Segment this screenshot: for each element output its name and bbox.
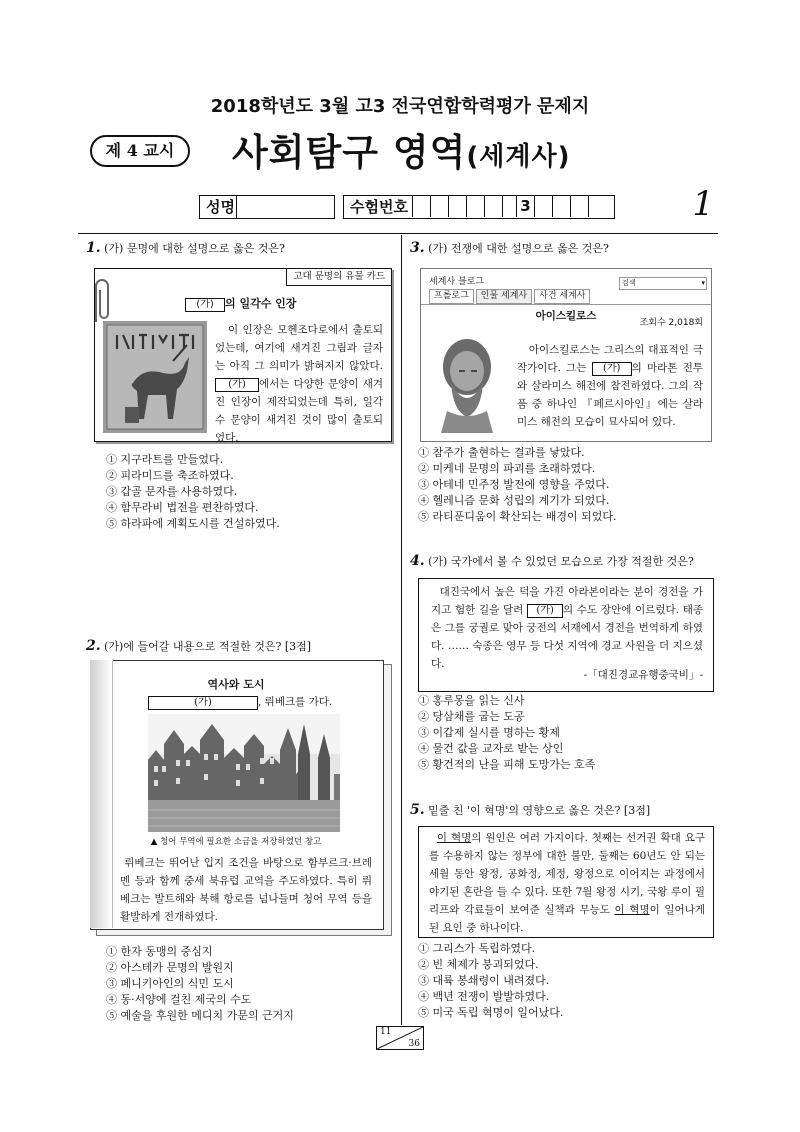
exam-number-cell[interactable] [430,195,448,217]
q2-blank: (가) [148,696,258,710]
q5-option-4[interactable]: ④ 백년 전쟁이 발발하였다. [418,990,550,1003]
q3-text-blank: (가) [592,362,632,376]
q4-options [418,693,595,773]
q2-number: 2. [86,638,101,654]
q3-text-a: 아이스킬로스는 그리스의 대표적인 극작가이다. 그는 [517,344,703,374]
exam-number-cell[interactable] [570,195,588,217]
name-label: 성명 [206,198,235,216]
q4-text-blank: (가) [527,604,563,618]
q2-text: (가)에 들어갈 내용으로 적절한 것은? [3점] [104,640,312,653]
salt-warehouse-photo [148,714,340,832]
q5-options [418,941,563,1021]
exam-number-cell[interactable] [552,195,570,217]
q5-option-2[interactable]: ② 빈 체제가 붕괴되었다. [418,958,539,971]
q2-caption: ▲ 청어 무역에 필요한 소금을 저장하였던 창고 [150,837,322,847]
q3-blog-text [517,341,703,431]
exam-number-cell: 3 [516,195,534,217]
page-total: 36 [408,1039,420,1049]
q1-title-blank: (가) [185,298,225,312]
q2-option-3[interactable]: ③ 페니키아인의 식민 도시 [106,977,234,990]
q1-card-title [185,295,296,312]
page-number: 1 [692,184,714,224]
q5-option-1[interactable]: ① 그리스가 독립하였다. [418,942,536,955]
q1-option-2[interactable]: ② 피라미드를 축조하였다. [106,469,234,482]
q1-text-b: 에서는 다양한 문양이 새겨진 인장이 제작되었는데 특히, 일각수 문양이 새겨진 것이 많이 출토되었다. [215,378,383,444]
q1-option-3[interactable]: ③ 갑골 문자를 사용하였다. [106,485,238,498]
q1-text-a: 이 인장은 모헨조다로에서 출토되었는데, 여기에 새겨진 그림과 글자는 아직 그 의미가 밝혀지지 않았다. [215,324,383,372]
aeschylus-bust-image [427,331,507,433]
subject-title [232,122,570,176]
exam-number-cell[interactable] [484,195,502,217]
exam-number-cell[interactable] [588,195,606,217]
q4-option-3[interactable]: ③ 이갑제 실시를 명하는 황제 [418,726,560,739]
q2-blank-rest: , 뤼베크를 가다. [258,696,333,708]
q2-options [106,944,294,1024]
q1-text: (가) 문명에 대한 설명으로 옳은 것은? [104,242,285,255]
q5-text: 밑줄 친 '이 혁명'의 영향으로 옳은 것은? [3점] [428,804,651,817]
blog-search-input[interactable] [619,277,707,290]
q3-prompt [410,240,720,257]
q1-options [106,452,280,532]
q1-prompt [86,240,396,257]
q1-card-tab: 고대 문명의 유물 카드 [286,269,391,286]
q5-text-b: 이 일어나게 된 요인 중 하나이다. [429,904,705,934]
q1-option-4[interactable]: ④ 함무라비 법전을 편찬하였다. [106,501,259,514]
q3-options [418,445,617,525]
q4-option-1[interactable]: ① 홍루몽을 읽는 신사 [418,694,525,707]
q4-option-5[interactable]: ⑤ 황건적의 난을 피해 도망가는 호족 [418,758,596,771]
q3-number: 3. [410,240,425,256]
page-indicator [376,1026,424,1050]
name-box [199,195,335,219]
q4-text: (가) 국가에서 볼 수 있었던 모습으로 가장 적절한 것은? [428,555,694,568]
q1-option-1[interactable]: ① 지구라트를 만들었다. [106,453,224,466]
q2-option-4[interactable]: ④ 동·서양에 걸친 제국의 수도 [106,993,252,1006]
q3-option-4[interactable]: ④ 헬레니즘 문화 성립의 계기가 되었다. [418,494,610,507]
q3-option-1[interactable]: ① 참주가 출현하는 결과를 낳았다. [418,446,585,459]
exam-number-cell[interactable] [534,195,552,217]
q1-title-rest: 의 일각수 인장 [225,297,297,310]
name-field[interactable] [236,196,237,218]
blog-tabs [429,289,590,304]
search-label: 검색 [622,279,636,287]
q1-option-5[interactable]: ⑤ 하라파에 계획도시를 건설하였다. [106,517,280,530]
q5-text-a: 의 원인은 여러 가지이다. 첫째는 선거권 확대 요구를 수용하지 않는 정부에 대한 불만, 둘째는 60년도 안 되는 세월 동안 왕정, 공화정, 제정, 왕정으로 이어지는 과정에서 야기된 혼란을 들 수 있다. 또한 7월 왕정 시기, 국왕 루이 필리프와 각료들이 보여준 실책과 무능도 [429,832,705,916]
q1-text-blank: (가) [215,378,259,392]
q5-source-text [429,829,705,937]
post-title: 아이스킬로스 [535,310,597,322]
q2-text-body: 뤼베크는 뛰어난 입지 조건을 바탕으로 함부르크·브레멘 등과 함께 중세 북유럽 교역을 주도하였다. 특히 뤼베크는 발트해와 북해 항로를 넘나들며 청어 무역 등을 활발하게 전개하였다. [120,857,373,923]
q1-card-text [215,321,383,447]
q3-text-b: 의 마라톤 전투와 살라미스 해전에 참전하였다. 그의 작품 중 하나인 『페르시아인』에는 살라미스 해전의 모습이 묘사되어 있다. [517,362,703,428]
q5-term-2: 이 혁명 [614,904,650,916]
column-divider [401,235,402,1025]
q2-option-2[interactable]: ② 아스테카 문명의 발원지 [106,961,234,974]
q4-number: 4. [410,553,425,569]
exam-number-label: 수험번호 [350,198,408,216]
q1-number: 1. [86,240,101,256]
q4-source-text [431,583,703,673]
chevron-down-icon[interactable]: ▾ [701,279,705,287]
q4-text-b: 의 수도 장안에 이르렀다. 태종은 그를 궁궐로 맞아 궁전의 서재에서 경전을 번역하게 하였다. …… 숙종은 영무 등 다섯 지역에 경교 사원을 더 지으셨다. [431,604,703,670]
q3-option-5[interactable]: ⑤ 라티푼디움이 확산되는 배경이 되었다. [418,510,617,523]
q4-source-box [418,578,714,692]
q2-book [90,660,390,936]
tab-people[interactable]: 인물 세계사 [476,289,532,304]
q3-option-3[interactable]: ③ 아테네 민주정 발전에 영향을 주었다. [418,478,610,491]
q4-option-2[interactable]: ② 당삼채를 굽는 도공 [418,710,525,723]
q2-book-text [120,854,372,926]
q3-option-2[interactable]: ② 미케네 문명의 파괴를 초래하였다. [418,462,596,475]
paperclip-icon [88,278,112,330]
q5-prompt [410,802,720,819]
header-rule [78,233,718,234]
exam-number-cell[interactable] [412,195,430,217]
exam-title: 2018학년도 3월 고3 전국연합학력평가 문제지 [210,96,590,117]
post-views: 조회수 2,018회 [639,318,703,328]
page-current: 11 [380,1027,392,1037]
q5-option-5[interactable]: ⑤ 미국 독립 혁명이 일어났다. [418,1006,564,1019]
q4-option-4[interactable]: ④ 물건 값을 교자로 받는 상인 [418,742,564,755]
exam-number-cell[interactable] [448,195,466,217]
q3-text: (가) 전쟁에 대한 설명으로 옳은 것은? [428,242,609,255]
q4-prompt [410,553,720,570]
q3-blog-window [420,268,712,442]
tab-prologue[interactable]: 프롤로그 [429,289,474,304]
subject-paren: (세계사) [466,142,571,172]
unicorn-seal-image [103,321,207,433]
q2-prompt [86,638,396,655]
q5-option-3[interactable]: ③ 대륙 봉쇄령이 내려졌다. [418,974,550,987]
q5-term: 이 혁명 [436,832,472,844]
q2-option-5[interactable]: ⑤ 예술을 후원한 메디치 가문의 근거지 [106,1009,294,1022]
q5-number: 5. [410,802,425,818]
exam-number-cell[interactable] [466,195,484,217]
tab-events[interactable]: 사건 세계사 [534,289,590,304]
q4-source-citation: -「대진경교유행중국비」- [583,669,703,681]
subject-name: 사회탐구 영역 [232,131,467,174]
q1-artifact-card [94,268,392,442]
blog-name: 세계사 블로그 [429,277,485,287]
period-badge: 제 4 교시 [90,135,190,167]
q2-heading [148,694,332,710]
q4-text-a: 대진국에서 높은 덕을 가진 아라본이라는 분이 경전을 가지고 험한 길을 달려 [431,586,703,616]
q2-option-1[interactable]: ① 한자 동맹의 중심지 [106,945,213,958]
q2-book-title: 역사와 도시 [207,678,265,691]
q5-source-box [418,826,714,938]
